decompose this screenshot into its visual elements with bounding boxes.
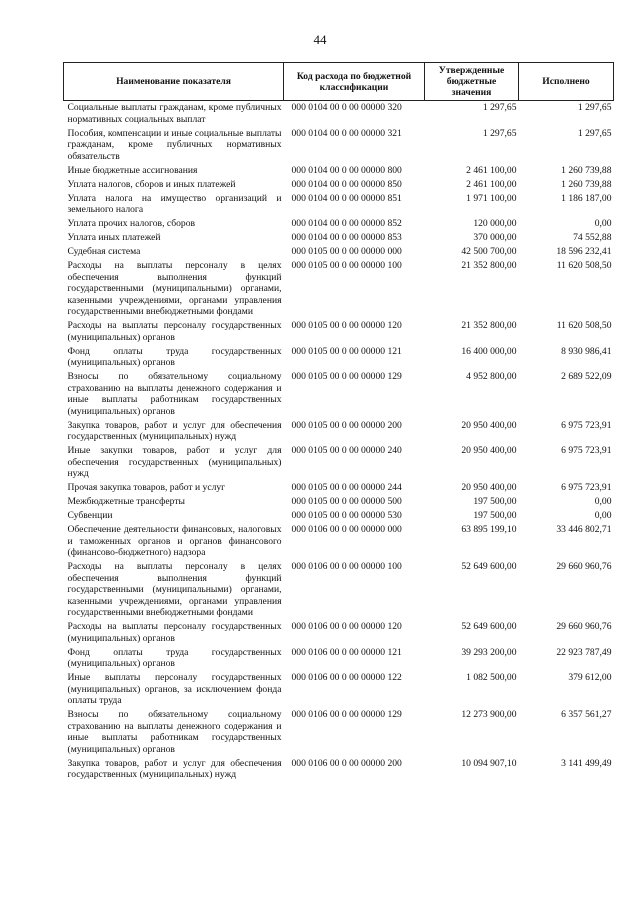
table-row	[64, 259, 614, 319]
cell-approved: 63 895 199,10	[461, 524, 517, 535]
cell-executed: 1 297,65	[577, 127, 612, 139]
cell-name: Расходы на выплаты персоналу государственных (муниципальных) органов	[67, 621, 282, 644]
cell-code: 000 0105 00 0 00 00000 000	[291, 246, 402, 257]
cell-approved: 20 950 400,00	[461, 445, 517, 456]
cell-approved: 42 500 700,00	[461, 246, 517, 257]
table-row	[64, 620, 614, 646]
cell-code: 000 0104 00 0 00 00000 851	[291, 192, 402, 204]
table-row	[64, 523, 614, 560]
cell-approved: 2 461 100,00	[466, 164, 517, 176]
cell-code: 000 0105 00 0 00 00000 200	[291, 419, 402, 431]
table-header	[64, 63, 614, 101]
cell-code: 000 0105 00 0 00 00000 240	[291, 445, 402, 456]
budget-table	[63, 62, 614, 782]
cell-code: 000 0105 00 0 00 00000 120	[291, 320, 402, 331]
cell-executed: 8 930 986,41	[561, 345, 612, 357]
cell-code: 000 0106 00 0 00 00000 129	[291, 709, 402, 720]
cell-code: 000 0106 00 0 00 00000 200	[291, 757, 402, 769]
cell-executed: 29 660 960,76	[556, 561, 612, 572]
cell-approved: 1 082 500,00	[466, 672, 517, 683]
cell-name: Фонд оплаты труда государственных (муниципальных) органов	[67, 646, 282, 669]
cell-code: 000 0105 00 0 00 00000 530	[291, 510, 402, 521]
cell-executed: 74 552,88	[573, 232, 612, 243]
cell-code: 000 0104 00 0 00 00000 853	[291, 232, 402, 243]
cell-approved: 52 649 600,00	[461, 561, 517, 572]
cell-name: Уплата иных платежей	[67, 232, 161, 243]
cell-name: Закупка товаров, работ и услуг для обеспечения государственных (муниципальных) нужд	[67, 757, 282, 780]
cell-approved: 1 971 100,00	[466, 192, 517, 204]
cell-name: Расходы на выплаты персоналу в целях обеспечения выполнения функций государственными (муниципальными) органами, казенными учреждениями, органами управления государственными внебюджетными фондами	[67, 561, 282, 618]
table-row	[64, 444, 614, 481]
cell-name: Прочая закупка товаров, работ и услуг	[67, 482, 226, 493]
cell-executed: 0,00	[594, 510, 612, 521]
cell-executed: 6 975 723,91	[561, 482, 612, 493]
cell-approved: 39 293 200,00	[461, 646, 517, 658]
cell-approved: 12 273 900,00	[461, 709, 517, 720]
cell-name: Социальные выплаты гражданам, кроме публичных нормативных социальных выплат	[67, 102, 282, 125]
table-row	[64, 217, 614, 231]
cell-executed: 22 923 787,49	[556, 646, 612, 658]
cell-name: Взносы по обязательному социальному страхованию на выплаты денежного содержания и иные выплаты работникам государственных (муниципальных) органов	[67, 371, 282, 417]
cell-approved: 20 950 400,00	[461, 482, 517, 493]
cell-executed: 29 660 960,76	[556, 621, 612, 632]
cell-approved: 20 950 400,00	[461, 419, 517, 431]
cell-approved: 10 094 907,10	[461, 757, 517, 769]
cell-approved: 2 461 100,00	[466, 178, 517, 190]
cell-name: Субвенции	[67, 510, 113, 521]
cell-code: 000 0106 00 0 00 00000 122	[291, 672, 402, 683]
table-row	[64, 509, 614, 523]
cell-code: 000 0106 00 0 00 00000 100	[291, 561, 402, 572]
cell-approved: 1 297,65	[482, 102, 517, 113]
cell-name: Уплата налогов, сборов и иных платежей	[67, 178, 236, 190]
table-row	[64, 560, 614, 620]
cell-executed: 11 620 508,50	[556, 260, 612, 271]
table-row	[64, 319, 614, 345]
table-row	[64, 101, 614, 127]
table-body	[64, 101, 614, 783]
cell-executed: 33 446 802,71	[556, 524, 612, 535]
table-row	[64, 481, 614, 495]
table-row	[64, 245, 614, 259]
cell-name: Иные выплаты персоналу государственных (муниципальных) органов, за исключением фонда оплаты труда	[67, 672, 282, 706]
cell-name: Закупка товаров, работ и услуг для обеспечения государственных (муниципальных) нужд	[67, 419, 282, 442]
table-row	[64, 192, 614, 218]
cell-code: 000 0106 00 0 00 00000 121	[291, 646, 402, 658]
cell-name: Судебная система	[67, 246, 141, 257]
cell-executed: 1 297,65	[577, 102, 612, 113]
cell-code: 000 0106 00 0 00 00000 120	[291, 621, 402, 632]
table-row	[64, 345, 614, 371]
cell-code: 000 0105 00 0 00 00000 121	[291, 345, 402, 357]
table-row	[64, 178, 614, 192]
cell-code: 000 0105 00 0 00 00000 129	[291, 371, 402, 382]
cell-name: Расходы на выплаты персоналу государственных (муниципальных) органов	[67, 320, 282, 343]
cell-executed: 6 357 561,27	[561, 709, 612, 720]
cell-executed: 6 975 723,91	[561, 445, 612, 456]
cell-executed: 11 620 508,50	[556, 320, 612, 331]
cell-executed: 1 186 187,00	[561, 192, 612, 204]
cell-approved: 21 352 800,00	[461, 260, 517, 271]
table-row	[64, 164, 614, 178]
cell-approved: 197 500,00	[473, 510, 517, 521]
cell-name: Фонд оплаты труда государственных (муниципальных) органов	[67, 345, 282, 368]
cell-executed: 0,00	[594, 496, 612, 507]
cell-executed: 3 141 499,49	[561, 757, 612, 769]
cell-approved: 16 400 000,00	[461, 345, 517, 357]
cell-code: 000 0104 00 0 00 00000 321	[291, 127, 402, 139]
cell-code: 000 0106 00 0 00 00000 000	[291, 524, 402, 535]
table-row	[64, 370, 614, 419]
cell-name: Уплата прочих налогов, сборов	[67, 218, 196, 229]
cell-executed: 1 260 739,88	[561, 178, 612, 190]
cell-name: Взносы по обязательному социальному страхованию на выплаты денежного содержания и иные выплаты работникам государственных (муниципальных) органов	[67, 709, 282, 755]
cell-code: 000 0104 00 0 00 00000 800	[291, 164, 402, 176]
page-number: 44	[313, 32, 327, 47]
cell-name: Пособия, компенсации и иные социальные выплаты гражданам, кроме публичных нормативных обязательств	[67, 127, 282, 162]
cell-executed: 1 260 739,88	[561, 164, 612, 176]
cell-name: Расходы на выплаты персоналу в целях обеспечения выполнения функций государственными (муниципальными) органами, казенными учреждениями, органами управления государственными внебюджетными фондами	[67, 260, 282, 317]
table-row	[64, 757, 614, 783]
cell-executed: 6 975 723,91	[561, 419, 612, 431]
cell-name: Иные закупки товаров, работ и услуг для обеспечения государственных (муниципальных) нужд	[67, 445, 282, 479]
cell-name: Уплата налога на имущество организаций и земельного налога	[67, 192, 282, 215]
table-row	[64, 419, 614, 445]
cell-code: 000 0105 00 0 00 00000 500	[291, 496, 402, 507]
cell-approved: 4 952 800,00	[466, 371, 517, 382]
cell-approved: 120 000,00	[473, 218, 517, 229]
table-row	[64, 231, 614, 245]
cell-approved: 21 352 800,00	[461, 320, 517, 331]
cell-name: Обеспечение деятельности финансовых, налоговых и таможенных органов и органов финансового (финансово-бюджетного) надзора	[67, 524, 282, 558]
cell-approved: 52 649 600,00	[461, 621, 517, 632]
table-row	[64, 671, 614, 708]
cell-executed: 2 689 522,09	[561, 371, 612, 382]
cell-executed: 18 596 232,41	[556, 246, 612, 257]
cell-code: 000 0104 00 0 00 00000 852	[291, 218, 402, 229]
cell-code: 000 0104 00 0 00 00000 850	[291, 178, 402, 190]
cell-code: 000 0104 00 0 00 00000 320	[291, 102, 402, 113]
cell-approved: 370 000,00	[473, 232, 517, 243]
cell-code: 000 0105 00 0 00 00000 244	[291, 482, 402, 493]
table-row	[64, 495, 614, 509]
cell-name: Иные бюджетные ассигнования	[67, 164, 198, 176]
header-code: Код расхода по бюджетной классификации	[284, 63, 425, 101]
cell-name: Межбюджетные трансферты	[67, 496, 185, 507]
table-row	[64, 708, 614, 757]
cell-executed: 0,00	[594, 218, 612, 229]
header-executed: Исполнено	[519, 63, 614, 101]
cell-executed: 379 612,00	[568, 672, 612, 683]
table-row	[64, 646, 614, 672]
cell-approved: 1 297,65	[482, 127, 517, 139]
cell-code: 000 0105 00 0 00 00000 100	[291, 260, 402, 271]
table-row	[64, 127, 614, 164]
header-approved: Утвержденные бюджетные значения	[425, 63, 519, 101]
cell-approved: 197 500,00	[473, 496, 517, 507]
header-name: Наименование показателя	[64, 63, 284, 101]
